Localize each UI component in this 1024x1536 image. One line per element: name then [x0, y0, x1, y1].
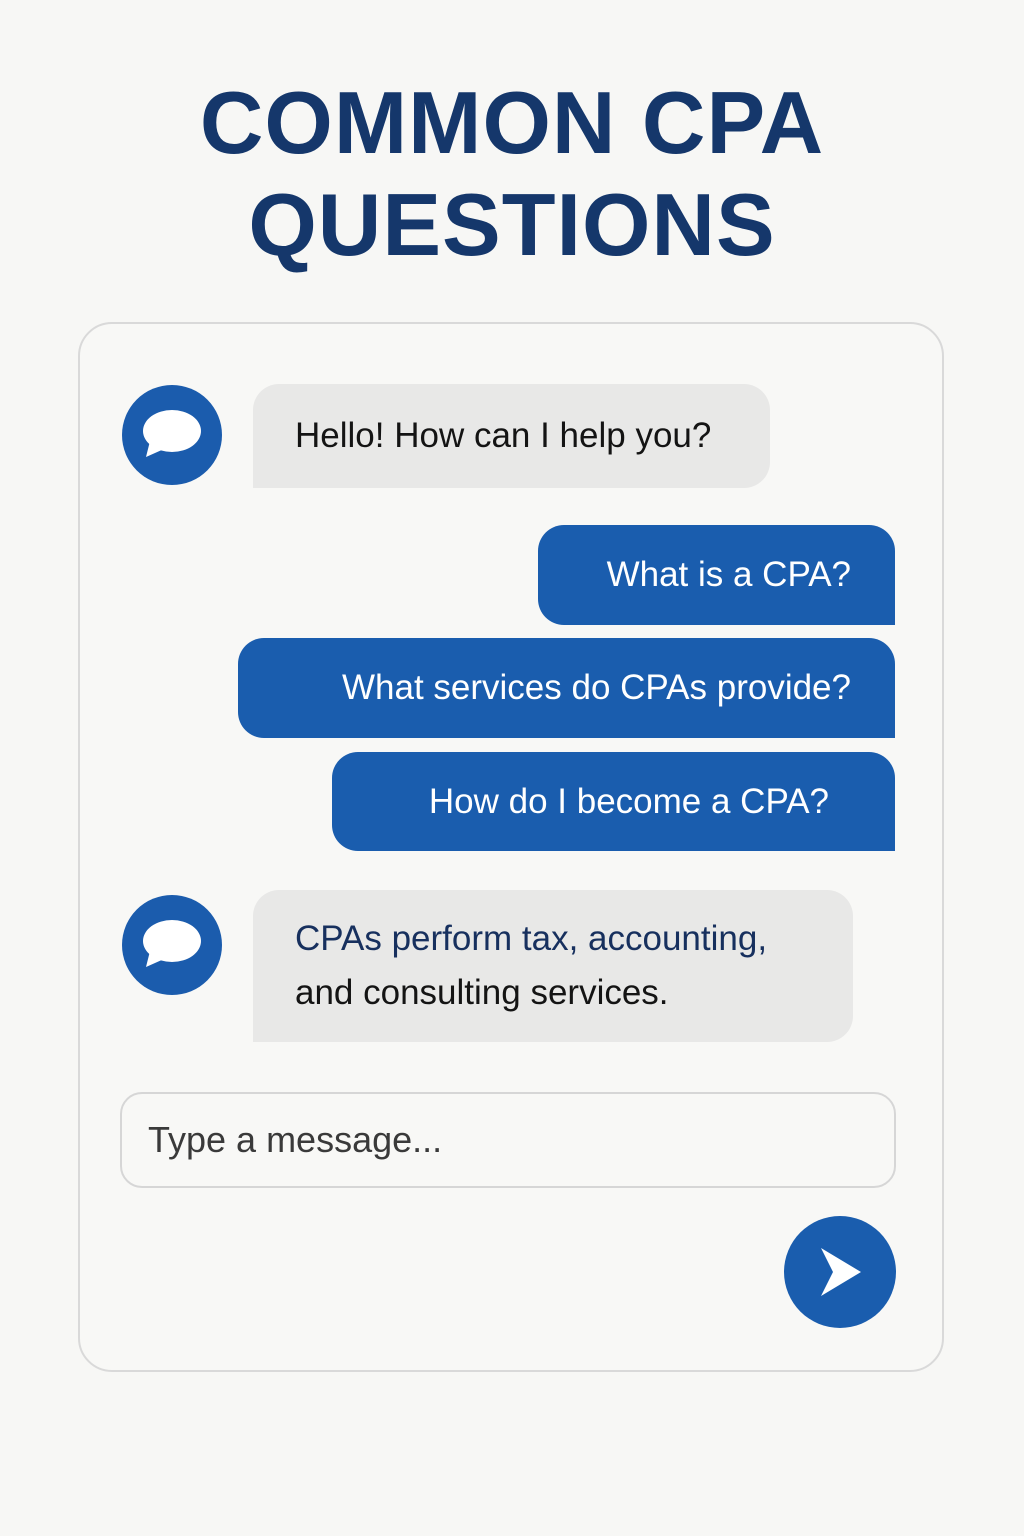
title-line-2: QUESTIONS: [248, 175, 776, 274]
message-text: What is a CPA?: [606, 555, 851, 594]
send-arrow-icon: [815, 1244, 865, 1300]
chat-bubble-icon: [140, 407, 204, 463]
user-message: [538, 525, 895, 625]
title-line-1: COMMON CPA: [199, 73, 825, 172]
message-input[interactable]: [120, 1092, 896, 1188]
send-button[interactable]: [784, 1216, 896, 1328]
page-title: [0, 72, 1024, 276]
bot-message: [253, 890, 853, 1042]
bot-message: [253, 384, 770, 488]
message-text-line-2: and consulting services.: [295, 973, 669, 1012]
bot-avatar: [122, 385, 222, 485]
message-text-line-1: CPAs perform tax, accounting,: [295, 919, 768, 958]
user-message: [238, 638, 895, 738]
bot-avatar: [122, 895, 222, 995]
chat-bubble-icon: [140, 917, 204, 973]
user-message: [332, 752, 895, 851]
message-text: What services do CPAs provide?: [341, 668, 851, 707]
message-text: How do I become a CPA?: [428, 781, 829, 821]
message-text: Hello! How can I help you?: [295, 416, 712, 455]
